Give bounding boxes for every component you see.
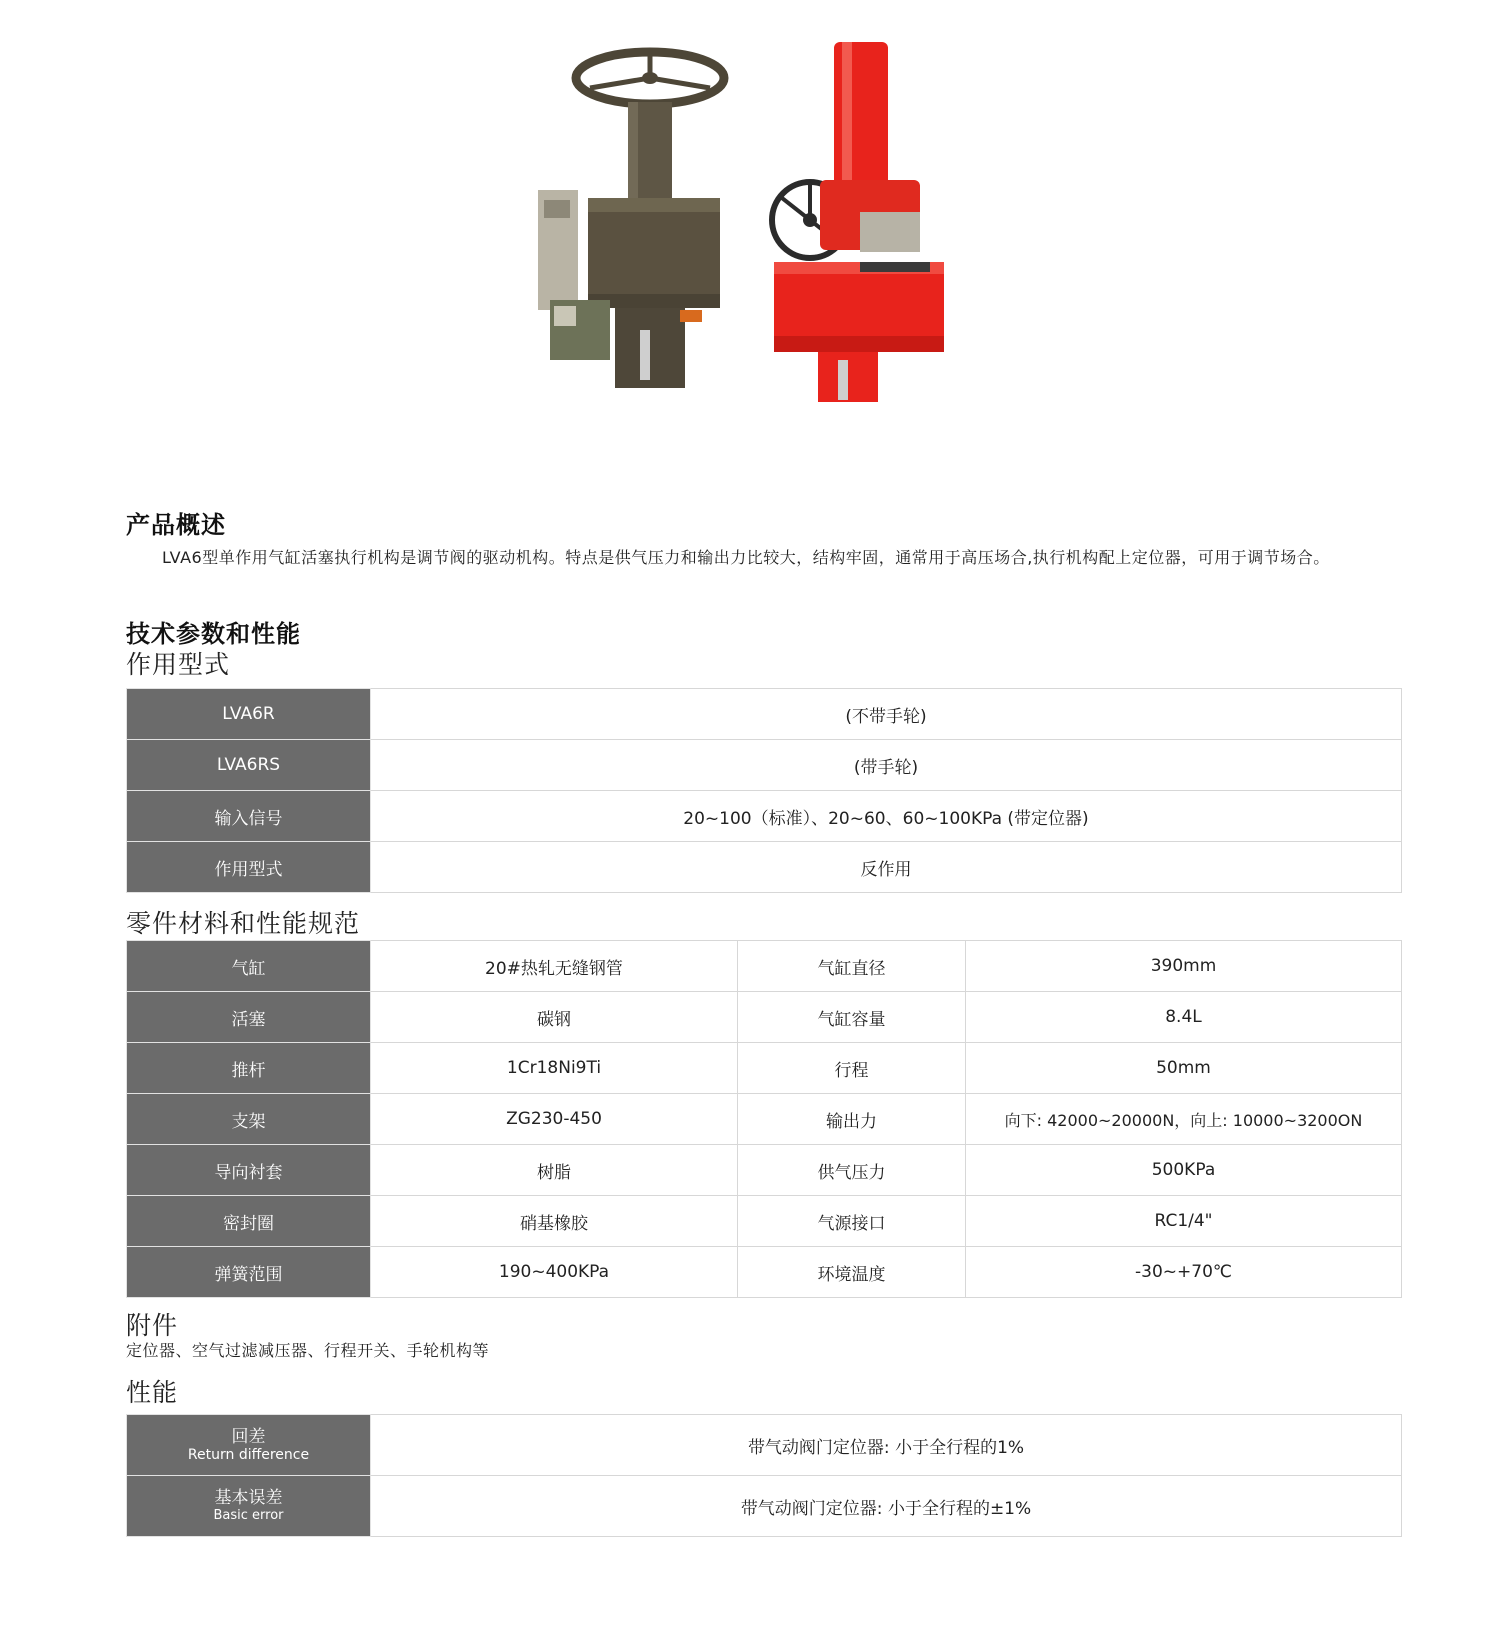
table-row: [127, 791, 1402, 842]
part-label: 导向衬套: [127, 1145, 371, 1196]
part-value: 190~400KPa: [371, 1247, 738, 1298]
part-value: 碳钢: [371, 992, 738, 1043]
row-value: (带手轮): [371, 740, 1402, 791]
accessories-title: 附件: [126, 1311, 179, 1340]
overview-paragraph: LVA6型单作用气缸活塞执行机构是调节阀的驱动机构。特点是供气压力和输出力比较大，结构牢固，通常用于高压场合,执行机构配上定位器，可用于调节场合。: [162, 548, 1330, 567]
perf-value: 带气动阀门定位器: 小于全行程的±1%: [371, 1476, 1402, 1537]
red-actuator-illustration: [772, 42, 944, 402]
part-label: 气缸: [127, 941, 371, 992]
accessories-text: 定位器、空气过滤减压器、行程开关、手轮机构等: [126, 1341, 490, 1360]
spec-value: 50mm: [966, 1043, 1402, 1094]
spec-label: 气缸直径: [738, 941, 966, 992]
table-row: [127, 1196, 1402, 1247]
overview-title: 产品概述: [126, 511, 226, 539]
part-value: 1Cr18Ni9Ti: [371, 1043, 738, 1094]
part-value: 树脂: [371, 1145, 738, 1196]
spec-label: 环境温度: [738, 1247, 966, 1298]
row-value: (不带手轮): [371, 689, 1402, 740]
table-row: [127, 1247, 1402, 1298]
spec-value: 向下: 42000~20000N，向上: 10000~3200ON: [966, 1094, 1402, 1145]
part-value: 20#热轧无缝钢管: [371, 941, 738, 992]
spec-label: 供气压力: [738, 1145, 966, 1196]
row-label: 作用型式: [127, 842, 371, 893]
tech-params-title: 技术参数和性能: [126, 620, 301, 648]
part-value: ZG230-450: [371, 1094, 738, 1145]
perf-value: 带气动阀门定位器: 小于全行程的1%: [371, 1415, 1402, 1476]
parts-table: [126, 940, 1402, 1298]
spec-label: 气缸容量: [738, 992, 966, 1043]
perf-label-en: Return difference: [187, 1446, 310, 1463]
table-row: [127, 1476, 1402, 1537]
perf-label: [127, 1415, 371, 1476]
performance-title: 性能: [126, 1378, 179, 1407]
spec-value: 500KPa: [966, 1145, 1402, 1196]
row-value: 反作用: [371, 842, 1402, 893]
spec-value: 8.4L: [966, 992, 1402, 1043]
action-mode-title: 作用型式: [126, 650, 231, 679]
olive-actuator-illustration: [538, 52, 724, 388]
table-row: [127, 941, 1402, 992]
row-label: LVA6RS: [127, 740, 371, 791]
parts-title: 零件材料和性能规范: [126, 909, 361, 938]
spec-value: -30~+70℃: [966, 1247, 1402, 1298]
perf-label: [127, 1476, 371, 1537]
part-label: 密封圈: [127, 1196, 371, 1247]
part-label: 活塞: [127, 992, 371, 1043]
row-label: 输入信号: [127, 791, 371, 842]
spec-value: RC1/4": [966, 1196, 1402, 1247]
spec-label: 输出力: [738, 1094, 966, 1145]
perf-label-cn: 基本误差: [214, 1487, 283, 1508]
part-label: 支架: [127, 1094, 371, 1145]
table-row: [127, 740, 1402, 791]
table-row: [127, 1415, 1402, 1476]
row-label: LVA6R: [127, 689, 371, 740]
perf-label-en: Basic error: [213, 1507, 284, 1523]
part-value: 硝基橡胶: [371, 1196, 738, 1247]
spec-label: 行程: [738, 1043, 966, 1094]
table-row: [127, 1094, 1402, 1145]
table-row: [127, 842, 1402, 893]
table-row: [127, 689, 1402, 740]
part-label: 弹簧范围: [127, 1247, 371, 1298]
performance-table: [126, 1414, 1402, 1537]
product-image: [520, 30, 1000, 430]
spec-label: 气源接口: [738, 1196, 966, 1247]
row-value: 20~100（标准）、20~60、60~100KPa (带定位器): [371, 791, 1402, 842]
action-mode-table: [126, 688, 1402, 893]
table-row: [127, 1043, 1402, 1094]
part-label: 推杆: [127, 1043, 371, 1094]
table-row: [127, 1145, 1402, 1196]
table-row: [127, 992, 1402, 1043]
spec-value: 390mm: [966, 941, 1402, 992]
perf-label-cn: 回差: [231, 1426, 266, 1447]
